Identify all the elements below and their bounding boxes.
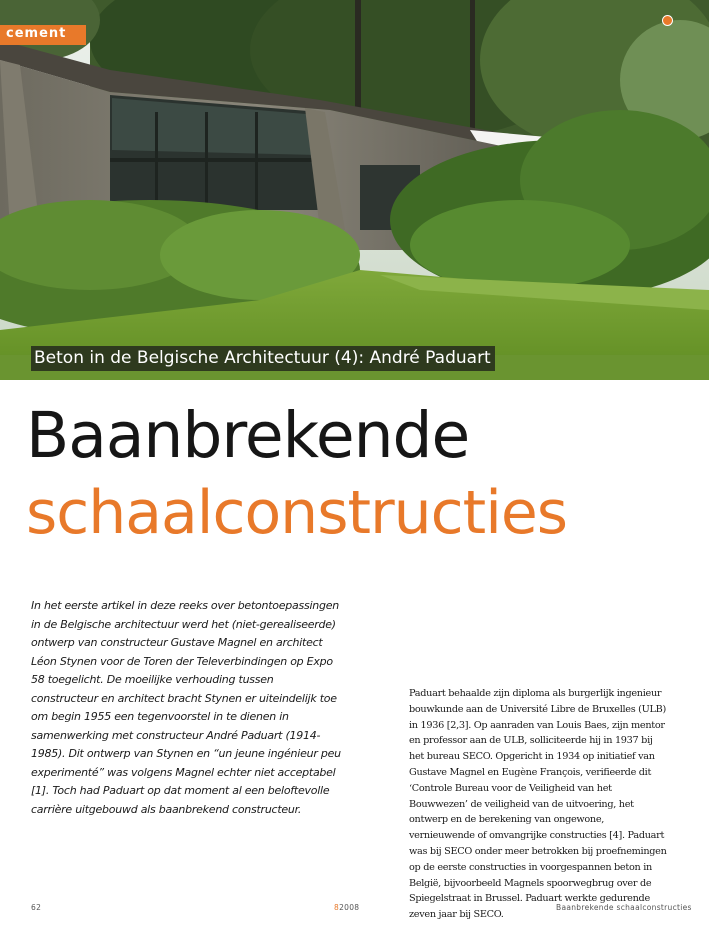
- series-title: Beton in de Belgische Architectuur (4): André Paduart: [31, 346, 495, 371]
- logo-text: cement: [6, 26, 67, 41]
- issue-number: 8: [334, 903, 340, 912]
- intro-text: In het eerste artikel in deze reeks over betontoepassingen in de Belgische architectuur werd het (niet-gerealiseerde) ontwerp van constructeur Gustave Magnel en architect Léon Stynen voor de Toren der Televerbindingen op Expo 58 toegelicht. De moeilijke verhouding tussen constructeur en architect bracht Stynen er uiteindelijk toe om begin 1955 een tegenvoorstel in te dienen in samenwerking met constructeur André Paduart (1914-1985). Dit ontwerp van Stynen en “un jeune ingénieur peu experimenté” was volgens Magnel echter niet acceptabel [1]. Toch had Paduart op dat moment al een beloftevolle carrière uitgebouwd als baanbrekend constructeur.: [31, 599, 341, 816]
- body-column: [409, 686, 667, 923]
- hero-photo: [0, 0, 709, 380]
- issue-label: [334, 903, 359, 912]
- body-text: Paduart behaalde zijn diploma als burgerlijk ingenieur bouwkunde aan de Université Libre de Bruxelles (ULB) in 1936 [2,3]. Op aanraden van Louis Baes, zijn mentor en professor aan de ULB, solliciteerde hij in 1937 bij het bureau SECO. Opgericht in 1934 op initiatief van Gustave Magnel en Eugène François, verifieerde dit ‘Controle Bureau voor de Veiligheid van het Bouwwezen’ de veiligheid van de uitvoering, het ontwerp en de berekening van ongewone, vernieuwende of omvangrijke constructies [4]. Paduart was bij SECO onder meer betrokken bij proefnemingen op de eerste constructies in voorgespannen beton in België, bijvoorbeeld Magnels spoorwegbrug over de Spiegelstraat in Brussel. Paduart werkte gedurende zeven jaar bij SECO.: [409, 688, 667, 921]
- running-title: Baanbrekende schaalconstructies: [556, 903, 692, 912]
- corner-dot-icon: [662, 15, 673, 26]
- intro-paragraph: [31, 597, 341, 819]
- issue-year: 2008: [339, 903, 360, 912]
- headline-line-1: Baanbrekende: [26, 399, 470, 472]
- headline-line-2: schaalconstructies: [26, 478, 568, 548]
- house-garden-photo: [0, 0, 709, 380]
- magazine-logo: [0, 25, 86, 45]
- page-number: 62: [31, 903, 42, 912]
